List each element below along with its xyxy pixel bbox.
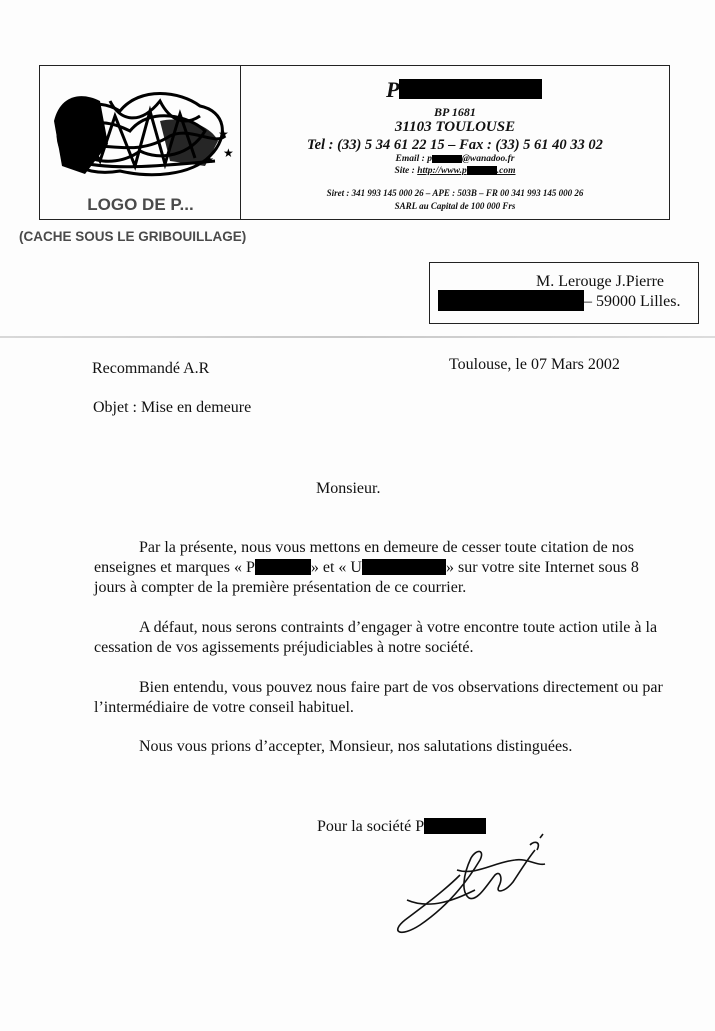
site-link[interactable]: http://www.p .com [417, 166, 516, 176]
redacted-street [438, 290, 584, 311]
site-label: Site : [394, 166, 415, 176]
recipient-name: M. Lerouge J.Pierre [536, 273, 664, 290]
letterhead [39, 65, 670, 220]
paragraph-3: Bien entendu, vous pouvez nous faire part de vos observations directement ou par l’intermédiaire de votre conseil habituel. [94, 679, 663, 716]
redacted-email [432, 155, 462, 163]
recipient-city: – 59000 Lilles. [584, 293, 681, 310]
svg-text:★: ★ [218, 127, 229, 141]
svg-text:★: ★ [205, 155, 214, 166]
signature-line: Pour la société P [317, 818, 486, 836]
company-info [241, 66, 669, 219]
paragraph-2: A défaut, nous serons contraints d’engager à votre encontre toute action utile à la cessation de vos agissements préjudiciables à notre société. [94, 619, 658, 656]
company-initial: P [386, 77, 400, 102]
logo-label: LOGO DE P... [87, 195, 194, 214]
recipient-address [429, 262, 699, 324]
registered-mail-note: Recommandé A.R [92, 360, 210, 377]
letter-salutation: Monsieur. [316, 480, 381, 497]
company-city: 31103 TOULOUSE [394, 119, 516, 135]
capital-line: SARL au Capital de 100 000 Frs [394, 201, 516, 211]
email-label: Email : [395, 154, 425, 164]
paragraph-4: Nous vous prions d’accepter, Monsieur, nos salutations distinguées. [139, 738, 573, 755]
recipient-city-line [438, 293, 680, 311]
email-line [241, 154, 669, 164]
svg-text:★: ★ [223, 146, 234, 160]
phone-fax: Tel : (33) 5 34 61 22 15 – Fax : (33) 5 61 40 33 02 [307, 137, 603, 153]
siret-line: Siret : 341 993 145 000 26 – APE : 503B – FR 00 341 993 145 000 26 [326, 188, 584, 198]
scribble-logo-icon [40, 66, 241, 191]
redacted-brand-1 [255, 559, 311, 575]
redacted-brand-2 [362, 559, 446, 575]
redacted-site [467, 166, 497, 175]
paragraph-1: Par la présente, nous vous mettons en demeure de cesser toute citation de nos enseignes et marques « P » et « U » sur votre site Internet sous 8 jours à compter de la première présentation de ce courrier. [94, 539, 639, 596]
po-box: BP 1681 [434, 105, 476, 119]
letter-subject: Objet : Mise en demeure [93, 399, 252, 416]
email-suffix: @wanadoo.fr [461, 154, 515, 164]
letter-date: Toulouse, le 07 Mars 2002 [449, 356, 620, 373]
logo-note: (CACHE SOUS LE GRIBOUILLAGE) [19, 229, 247, 244]
site-line [241, 166, 669, 176]
paper-fold-line [0, 336, 715, 338]
handwritten-signature-icon [385, 830, 555, 940]
logo-cell [40, 66, 241, 219]
redacted-company-name [399, 79, 542, 99]
email-prefix: p [427, 154, 432, 164]
